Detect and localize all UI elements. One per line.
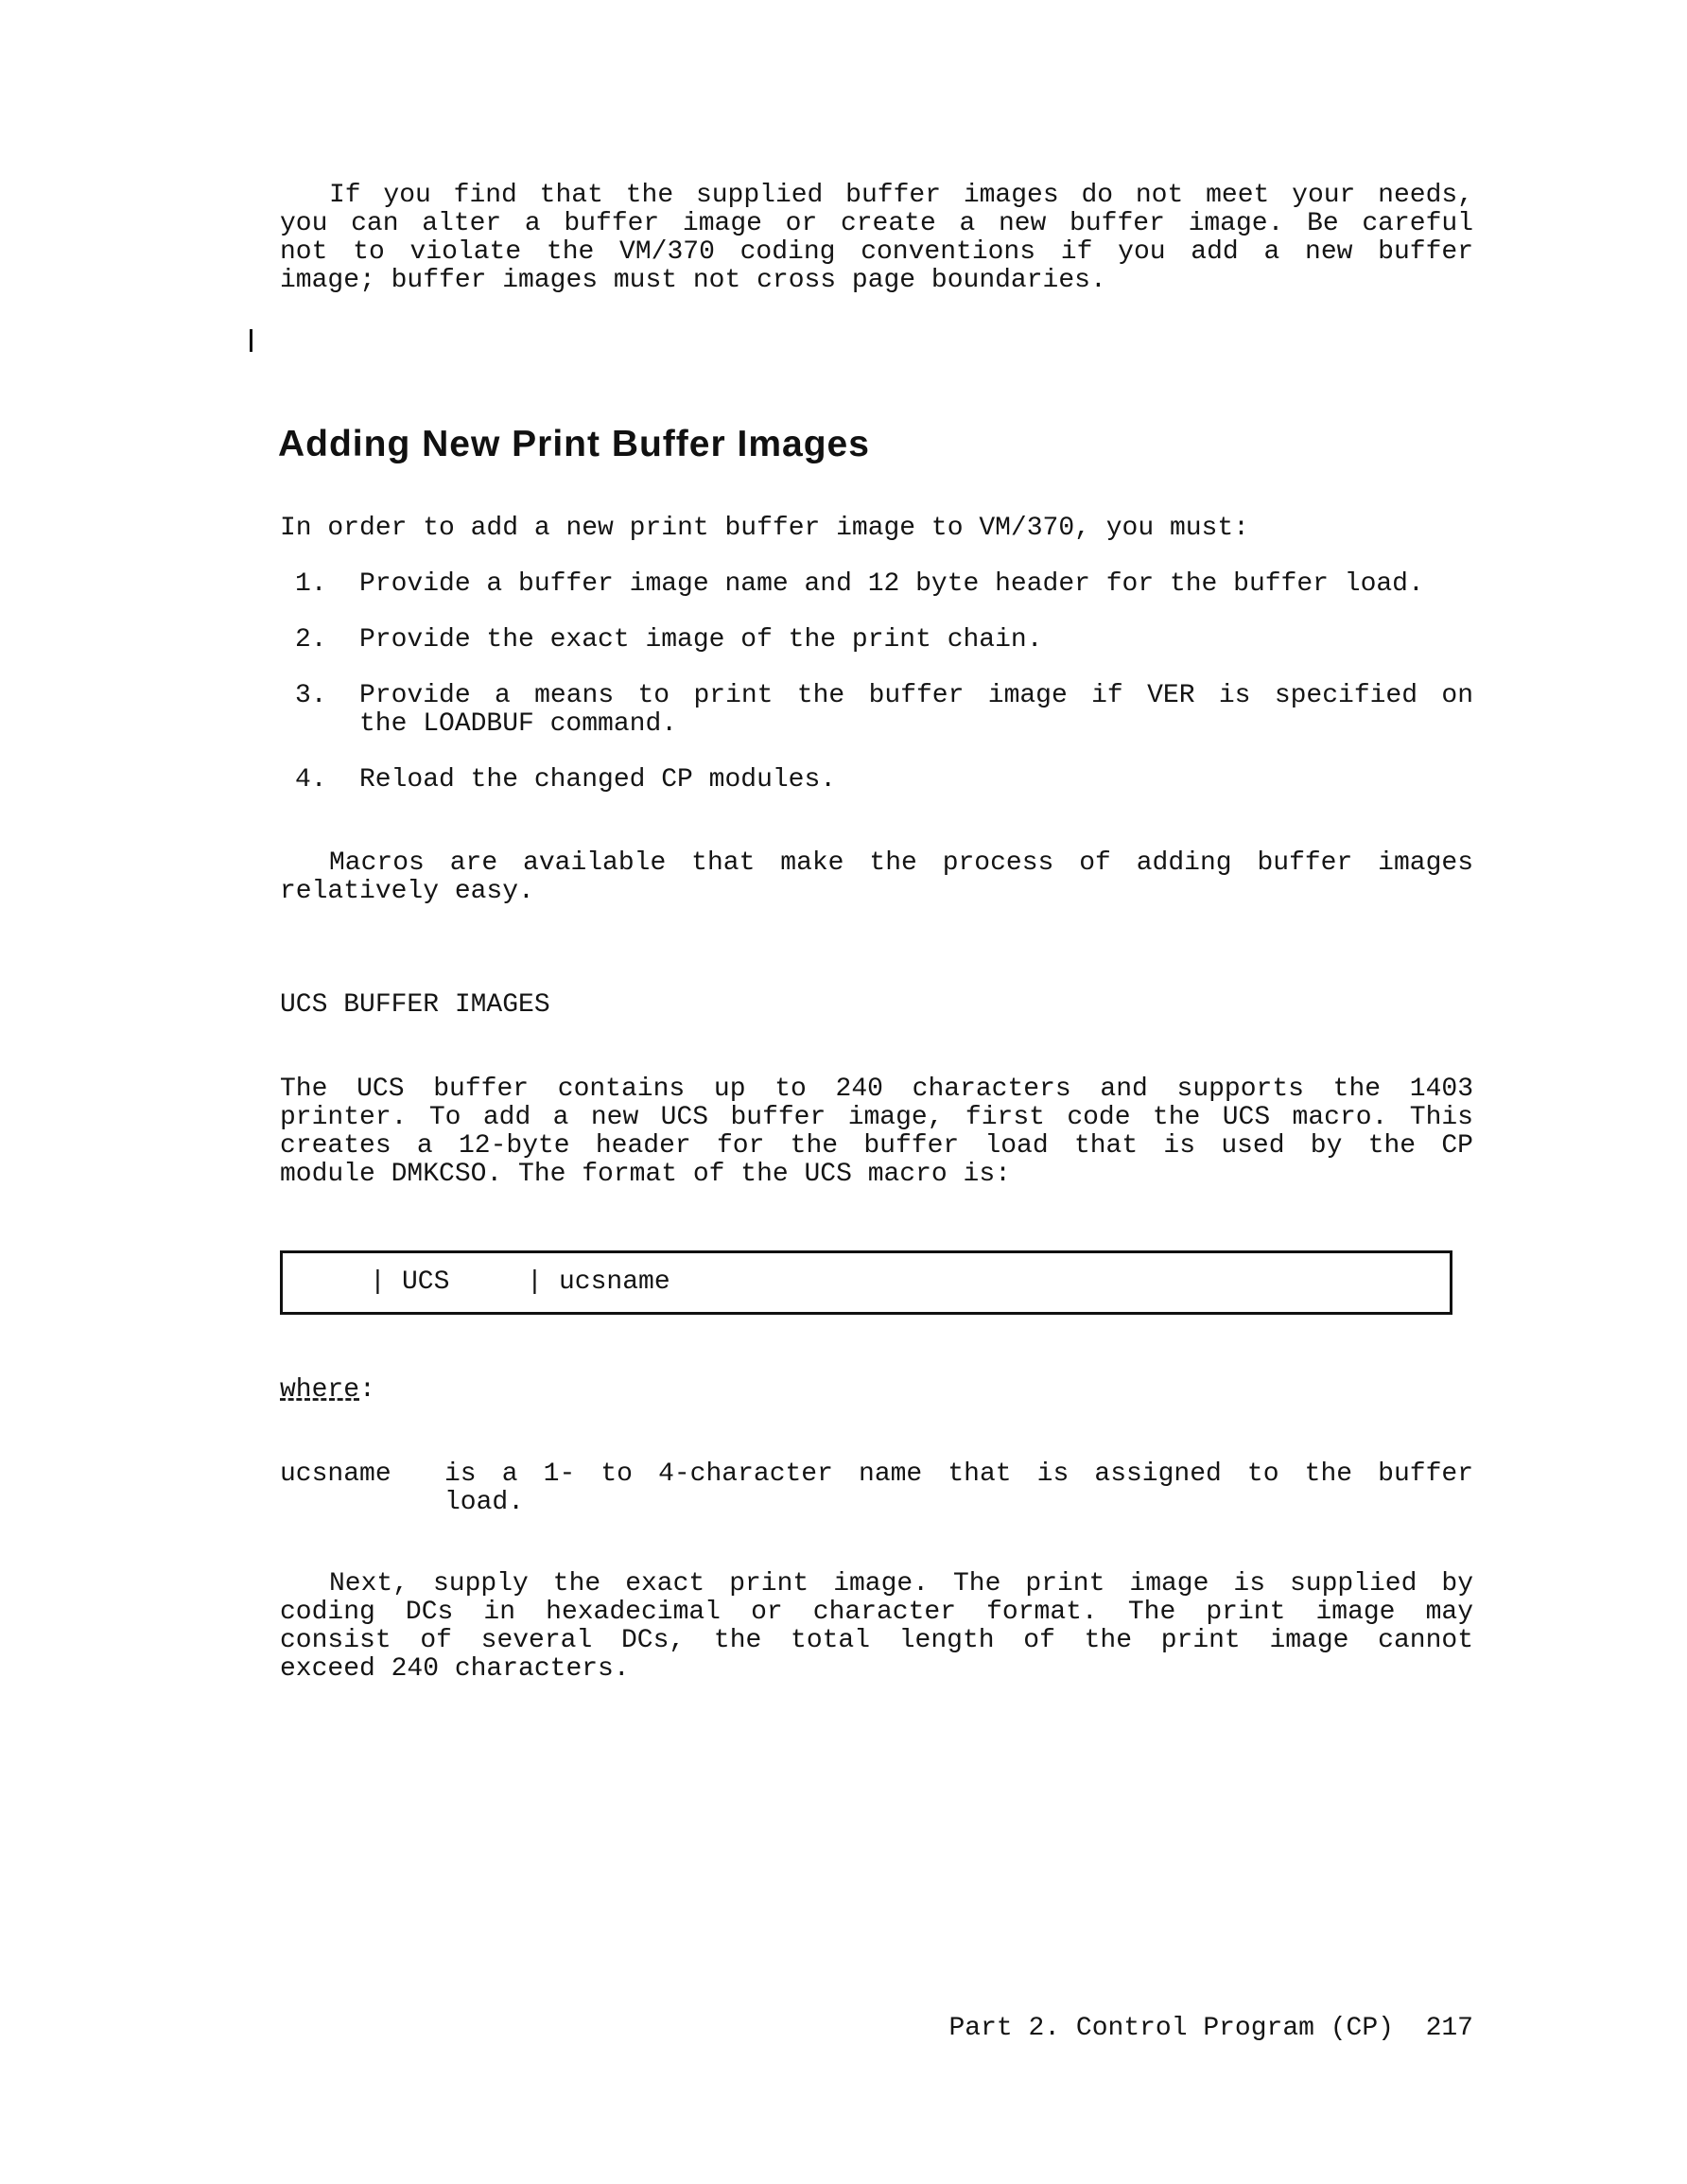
- where-label: [280, 1376, 375, 1405]
- ucs-line-4: module DMKCSO. The format of the UCS macro is:: [280, 1160, 1011, 1189]
- macros-line-2: relatively easy.: [280, 877, 534, 906]
- section-title: Adding New Print Buffer Images: [278, 424, 870, 464]
- list-item-text: Provide a means to print the buffer image if VER is specified on: [359, 681, 1473, 710]
- intro-line-4: image; buffer images must not cross page boundaries.: [280, 266, 1106, 295]
- definition-description: [444, 1460, 1473, 1517]
- next-line-3: consist of several DCs, the total length of the print image cannot: [280, 1626, 1473, 1655]
- ucs-line-1: The UCS buffer contains up to 240 characters and supports the 1403: [280, 1075, 1473, 1104]
- subsection-title: UCS BUFFER IMAGES: [280, 990, 550, 1020]
- intro-paragraph: [280, 182, 1473, 295]
- list-item-number: 4.: [295, 765, 327, 795]
- macros-line-1: Macros are available that make the process of adding buffer images: [329, 848, 1473, 878]
- next-line-2: coding DCs in hexadecimal or character format. The print image may: [280, 1598, 1473, 1627]
- syntax-box: [280, 1250, 1452, 1315]
- list-item-text: the LOADBUF command.: [359, 709, 678, 739]
- definition-line-1: is a 1- to 4-character name that is assigned to the buffer: [444, 1459, 1473, 1489]
- steps-intro: In order to add a new print buffer image to VM/370, you must:: [280, 514, 1249, 543]
- list-item-text: Provide a buffer image name and 12 byte header for the buffer load.: [359, 569, 1424, 599]
- list-item-text: Reload the changed CP modules.: [359, 765, 837, 795]
- list-item-number: 1.: [295, 569, 327, 599]
- ucs-line-2: printer. To add a new UCS buffer image, first code the UCS macro. This: [280, 1103, 1473, 1132]
- list-item-number: 3.: [295, 681, 327, 710]
- footer-text: Part 2. Control Program (CP): [948, 2014, 1394, 2043]
- list-item-number: 2.: [295, 625, 327, 655]
- next-line-4: exceed 240 characters.: [280, 1654, 630, 1684]
- intro-line-3: not to violate the VM/370 coding conventions if you add a new buffer: [280, 237, 1473, 267]
- page-number: 217: [1425, 2014, 1473, 2043]
- syntax-macro-name: UCS: [402, 1267, 450, 1297]
- revision-bar: [250, 329, 252, 352]
- page-footer: [921, 2015, 1473, 2043]
- syntax-divider: |: [527, 1267, 543, 1297]
- list-item-text: Provide the exact image of the print chain.: [359, 625, 1043, 655]
- definition-line-2: load.: [444, 1488, 525, 1517]
- where-word: where: [280, 1375, 360, 1405]
- syntax-divider: |: [370, 1267, 386, 1297]
- syntax-operand: ucsname: [559, 1267, 670, 1297]
- next-line-1: Next, supply the exact print image. The print image is supplied by: [329, 1569, 1473, 1599]
- intro-line-1: If you find that the supplied buffer images do not meet your needs,: [329, 181, 1473, 210]
- ucs-paragraph: [280, 1075, 1473, 1189]
- next-paragraph: [280, 1570, 1473, 1684]
- where-colon: :: [359, 1375, 375, 1405]
- definition-term: ucsname: [280, 1459, 391, 1489]
- ucs-line-3: creates a 12-byte header for the buffer load that is used by the CP: [280, 1131, 1473, 1161]
- intro-line-2: you can alter a buffer image or create a new buffer image. Be careful: [280, 209, 1473, 238]
- macros-paragraph: [280, 849, 1473, 906]
